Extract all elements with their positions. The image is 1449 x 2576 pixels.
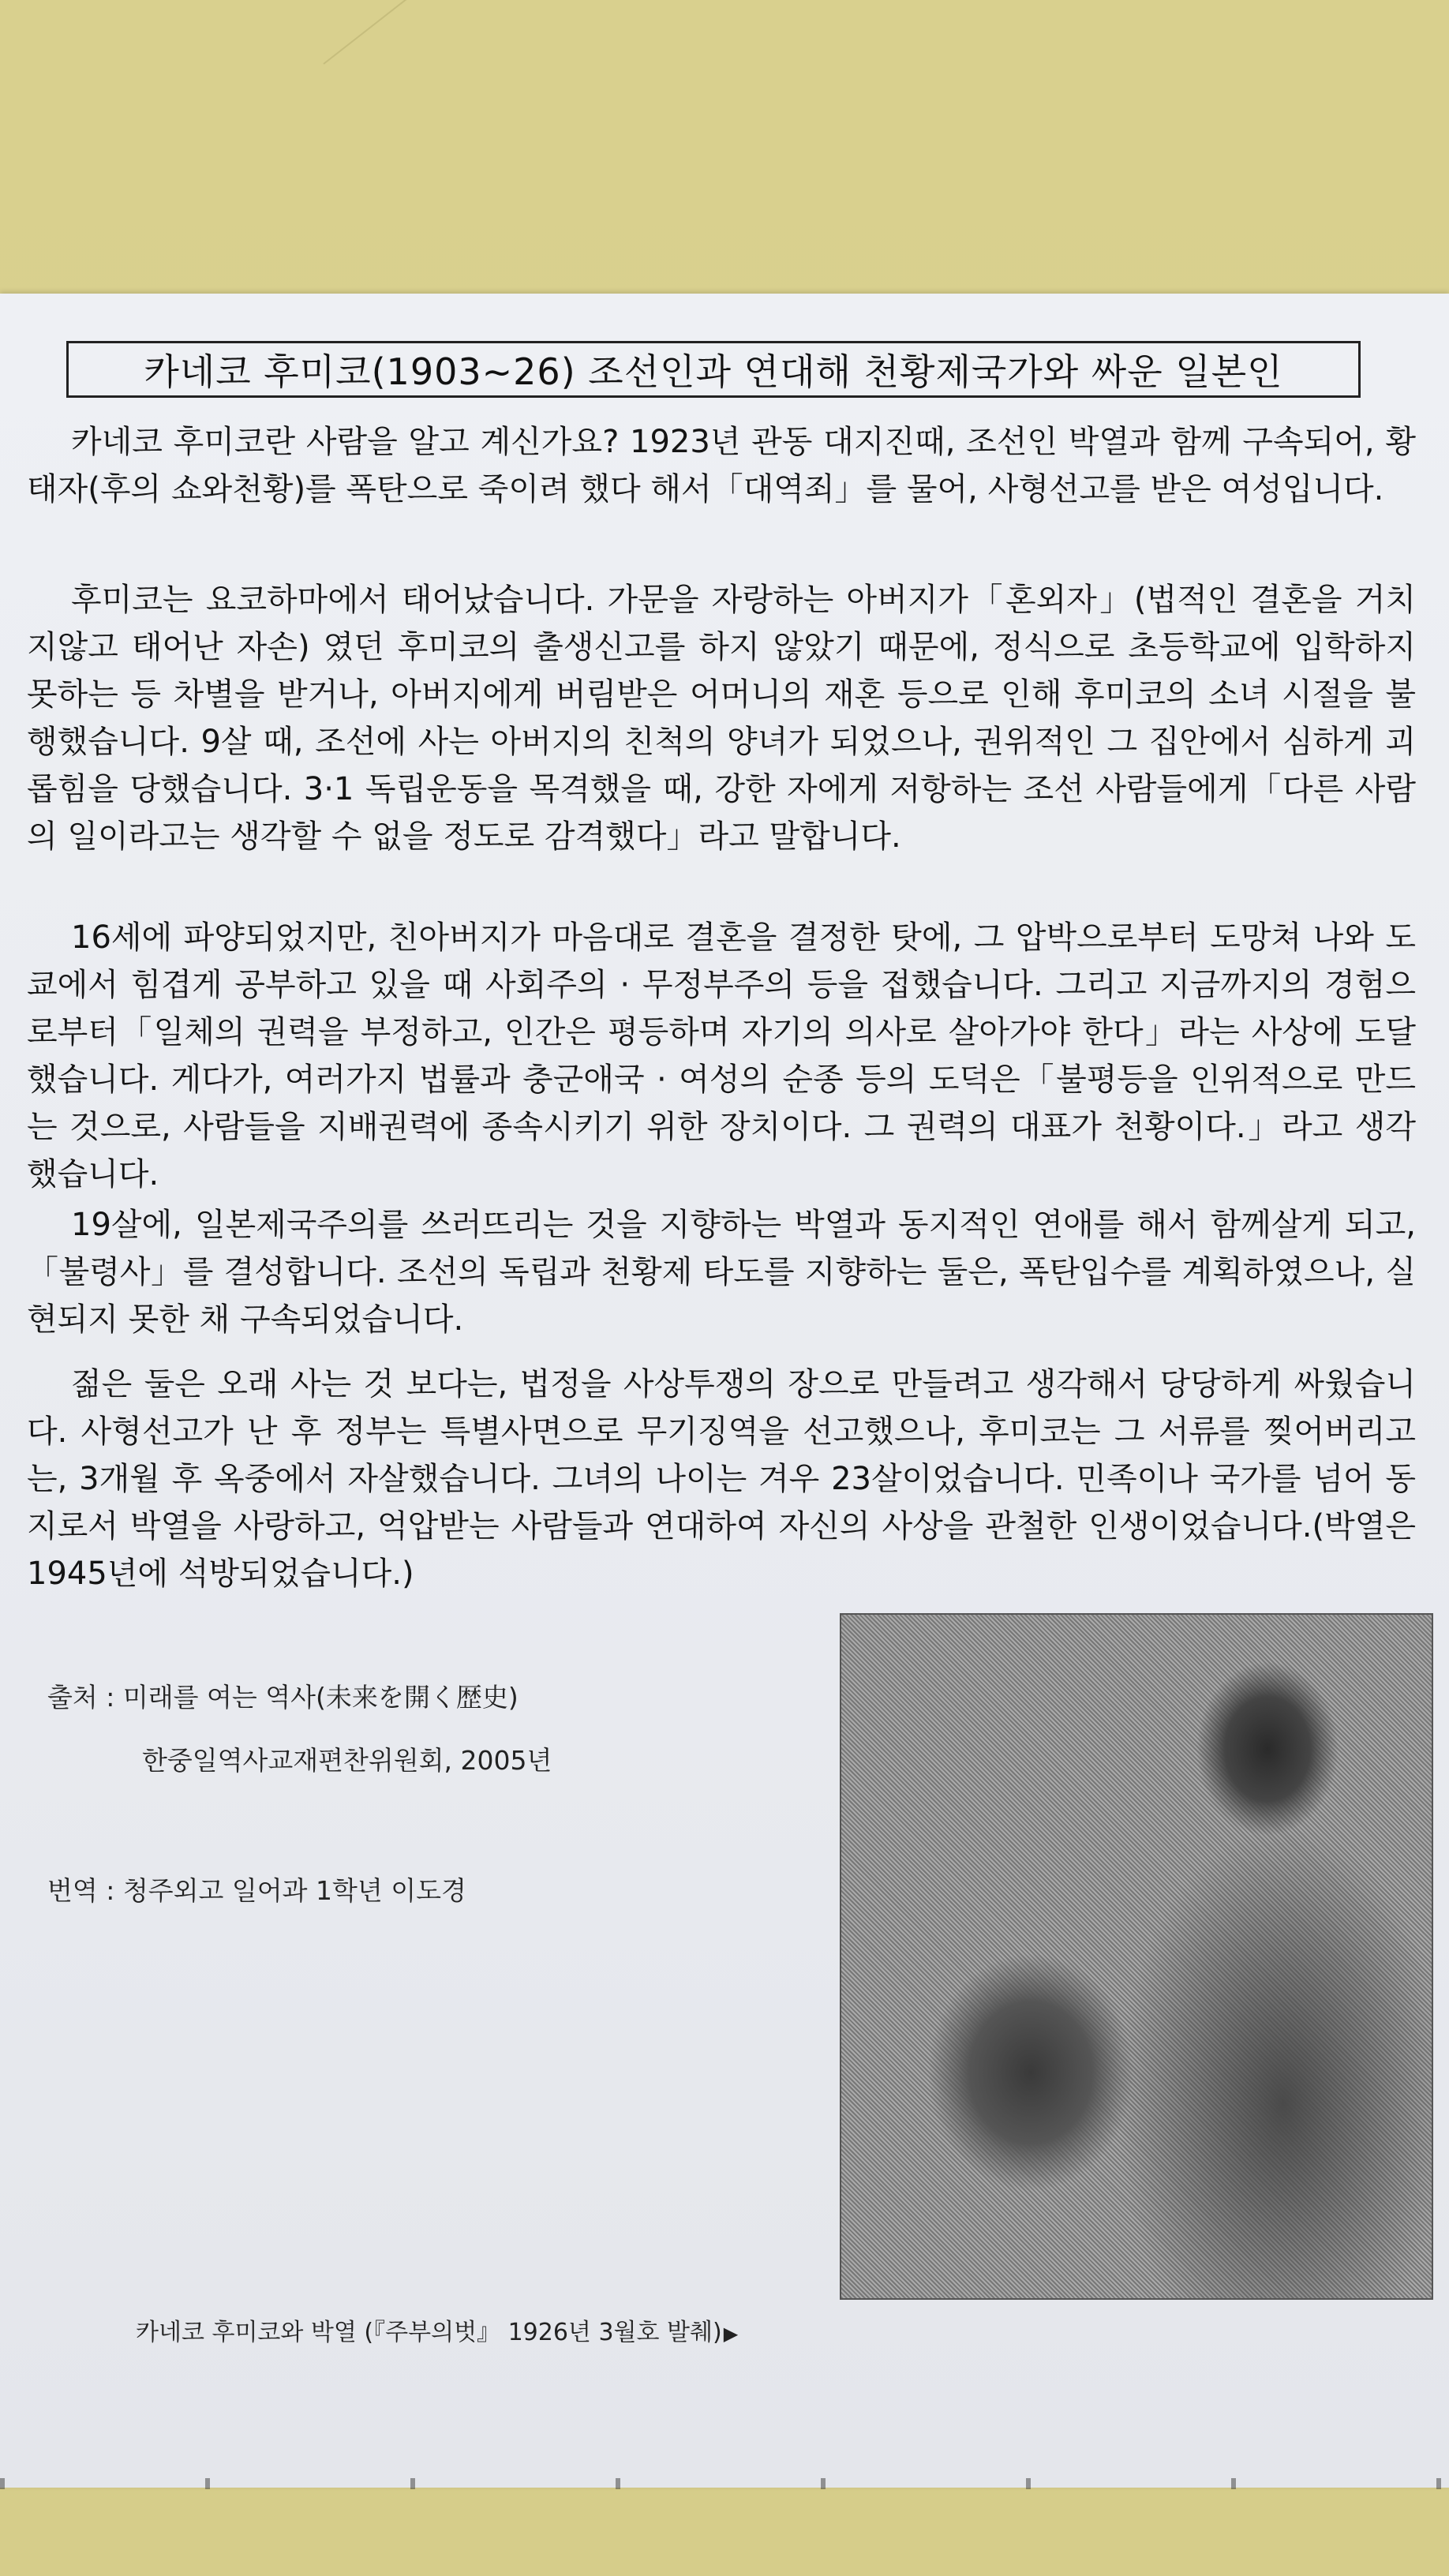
- photo-caption-text: 카네코 후미코와 박열 (『주부의벗』 1926년 3월호 발췌): [136, 2319, 722, 2346]
- paragraph-childhood-rest: 혼을 거치지않고 태어난 자손) 였던 후미코의 출생신고를 하지 않았기 때문에, 정식으로 초등학교에 입학하지 못하는 등 차별을 받거나, 아버지에게 버림받은 어머니의 재혼 등으로 인해 후미코의 소녀 시절을 불행했습니다. 9살 때, 조선에 사는 아버지의 친척의 양녀가 되었으나, 권위적인 그 집안에서 심하게 괴롭힘을 당했습니다. 3·1 독립운동을 목격했을 때, 강한 자에게 저항하는 조선 사람들에게「다른 사람의 일이라고는 생각할 수 없을 정도로 감격했다」라고 말합니다.: [27, 582, 1416, 855]
- photo-caption: [136, 2312, 738, 2347]
- paragraph-childhood-first-line: 후미코는 요코하마에서 태어났습니다. 가문을 자랑하는 아버지가「혼외자」(법적인 결: [71, 582, 1282, 618]
- paragraph-trial-first-line: 젊은 둘은 오래 사는 것 보다는, 법정을 사상투쟁의 장으로 만들려고 생각해서 당당하: [71, 1366, 1252, 1402]
- source-title: 출처 : 미래를 여는 역사(未来を開く歴史): [47, 1682, 519, 1713]
- source-citation: [47, 1679, 552, 1779]
- paragraph-bulryeongsa-first-line: 19살에, 일본제국주의를 쓰러뜨리는 것을 지향하는 박열과 동지적인 연애를 해서 함께: [71, 1207, 1271, 1243]
- portrait-photo: [840, 1613, 1433, 2300]
- arrow-right-icon: ▶: [723, 2323, 739, 2345]
- article-title: [66, 341, 1361, 398]
- translator-credit: 번역 : 청주외고 일어과 1학년 이도경: [47, 1875, 466, 1906]
- paragraph-bulryeongsa-rest: 살게 되고,「불령사」를 결성합니다. 조선의 독립과 천황제 타도를 지향하는 둘은, 폭탄입수를 계획하였으나, 실현되지 못한 채 구속되었습니다.: [27, 1207, 1416, 1338]
- paragraph-intro: [27, 418, 1416, 513]
- source-publisher: 한중일역사교재편찬위원회, 2005년: [142, 1745, 552, 1776]
- paragraph-intro-rest: 속되어, 황태자(후의 쇼와천황)를 폭탄으로 죽이려 했다 해서「대역죄」를 물어, 사형선고를 받은 여성입니다.: [27, 424, 1416, 507]
- paragraph-trial-rest: 게 싸웠습니다. 사형선고가 난 후 정부는 특별사면으로 무기징역을 선고했으나, 후미코는 그 서류를 찢어버리고는, 3개월 후 옥중에서 자살했습니다. 그녀의 나이는 겨우 23살이었습니다. 민족이나 국가를 넘어 동지로서 박열을 사랑하고, 억압받는 사람들과 연대하여 자신의 사상을 관철한 인생이었습니다.(박열은 1945년에 석방되었습니다.): [27, 1366, 1416, 1592]
- article-title-text: 카네코 후미코(1903~26) 조선인과 연대해 천황제국가와 싸운 일본인: [144, 350, 1283, 393]
- paragraph-tokyo-first-line: 16세에 파양되었지만, 친아버지가 마음대로 결혼을 결정한 탓에, 그 압박으로부터 도: [71, 919, 1241, 956]
- page-bottom-edge: [0, 2478, 1449, 2489]
- paragraph-childhood: [27, 576, 1416, 860]
- paragraph-trial: [27, 1361, 1416, 1597]
- paragraph-tokyo: [27, 914, 1416, 1198]
- paragraph-intro-first-line: 카네코 후미코란 사람을 알고 계신가요? 1923년 관동 대지진때, 조선인 박열과 함께 구: [71, 424, 1273, 460]
- paragraph-bulryeongsa: [27, 1201, 1416, 1343]
- paragraph-tokyo-rest: 망쳐 나와 도쿄에서 힘겹게 공부하고 있을 때 사회주의 · 무정부주의 등을 접했습니다. 그리고 지금까지의 경험으로부터「일체의 권력을 부정하고, 인간은 평등하며 자기의 의사로 살아가야 한다」라는 사상에 도달했습니다. 게다가, 여러가지 법률과 충군애국 · 여성의 순종 등의 도덕은「불평등을 인위적으로 만드는 것으로, 사람들을 지배권력에 종속시키기 위한 장치이다. 그 권력의 대표가 천황이다.」라고 생각했습니다.: [27, 919, 1416, 1193]
